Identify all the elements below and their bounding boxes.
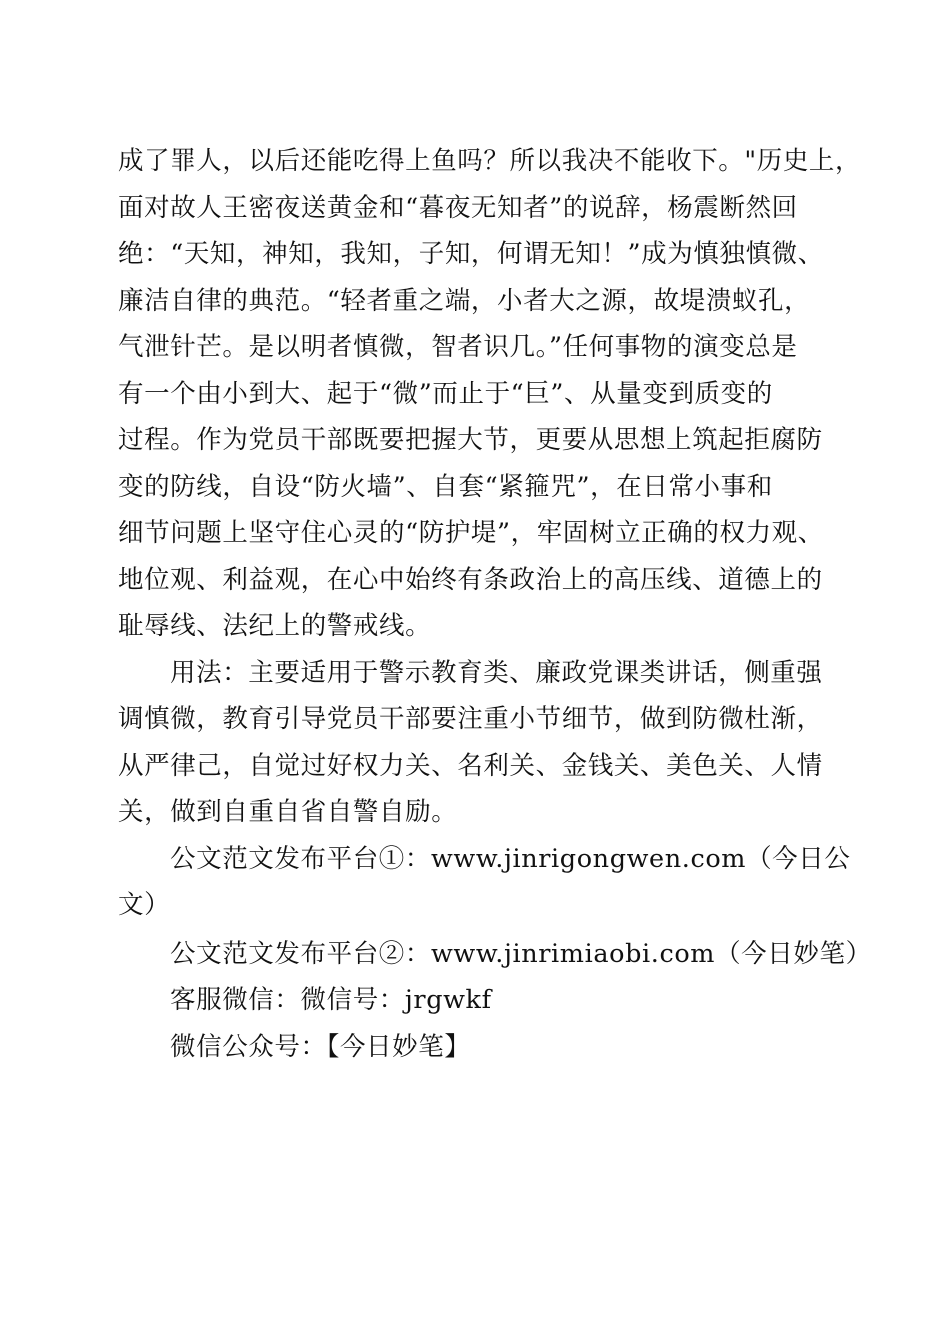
paragraph-line: 有一个由小到大、起于“微”而止于“巨”、从量变到质变的 [118,378,773,409]
platform-line: 文） [118,890,171,920]
platform-line: 公文范文发布平台①：www.jinrigongwen.com（今日公 [170,843,851,874]
paragraph-line: 从严律己，自觉过好权力关、名利关、金钱关、美色关、人情 [118,750,823,781]
paragraph-usage [118,650,838,836]
paragraph-line: 地位观、利益观，在心中始终有条政治上的高压线、道德上的 [118,564,823,595]
paragraph-line: 气泄针芒。是以明者慎微，智者识几。”任何事物的演变总是 [118,332,798,362]
paragraph-line: 过程。作为党员干部既要把握大节，更要从思想上筑起拒腐防 [118,425,823,455]
paragraph-line: 绝：“天知，神知，我知，子知，何谓无知！”成为慎独慎微、 [118,239,824,269]
platform-one [118,836,851,929]
paragraph-line: 细节问题上坚守住心灵的“防护堤”，牢固树立正确的权力观、 [118,518,824,548]
paragraph-history [118,138,862,650]
paragraph-line: 关，做到自重自省自警自励。 [118,797,458,827]
paragraph-line: 变的防线，自设“防火墙”、自套“紧箍咒”，在日常小事和 [118,471,773,502]
platform-two: 公文范文发布平台②：www.jinrimiaobi.com（今日妙笔） [170,938,872,969]
service-wechat: 客服微信：微信号：jrgwkf [170,985,492,1015]
paragraph-line: 面对故人王密夜送黄金和“暮夜无知者”的说辞，杨震断然回 [118,192,798,223]
public-account: 微信公众号：【今日妙笔】 [170,1031,471,1062]
paragraph-line: 廉洁自律的典范。“轻者重之端，小者大之源，故堤溃蚁孔， [118,285,811,316]
document-body [118,138,872,1070]
paragraph-line: 成了罪人，以后还能吃得上鱼吗？所以我决不能收下。"历史上， [118,146,862,176]
paragraph-line: 耻辱线、法纪上的警戒线。 [118,611,432,641]
paragraph-line: 调慎微，教育引导党员干部要注重小节细节，做到防微杜渐， [118,704,823,734]
paragraph-line: 用法：主要适用于警示教育类、廉政党课类讲话，侧重强 [170,657,823,688]
